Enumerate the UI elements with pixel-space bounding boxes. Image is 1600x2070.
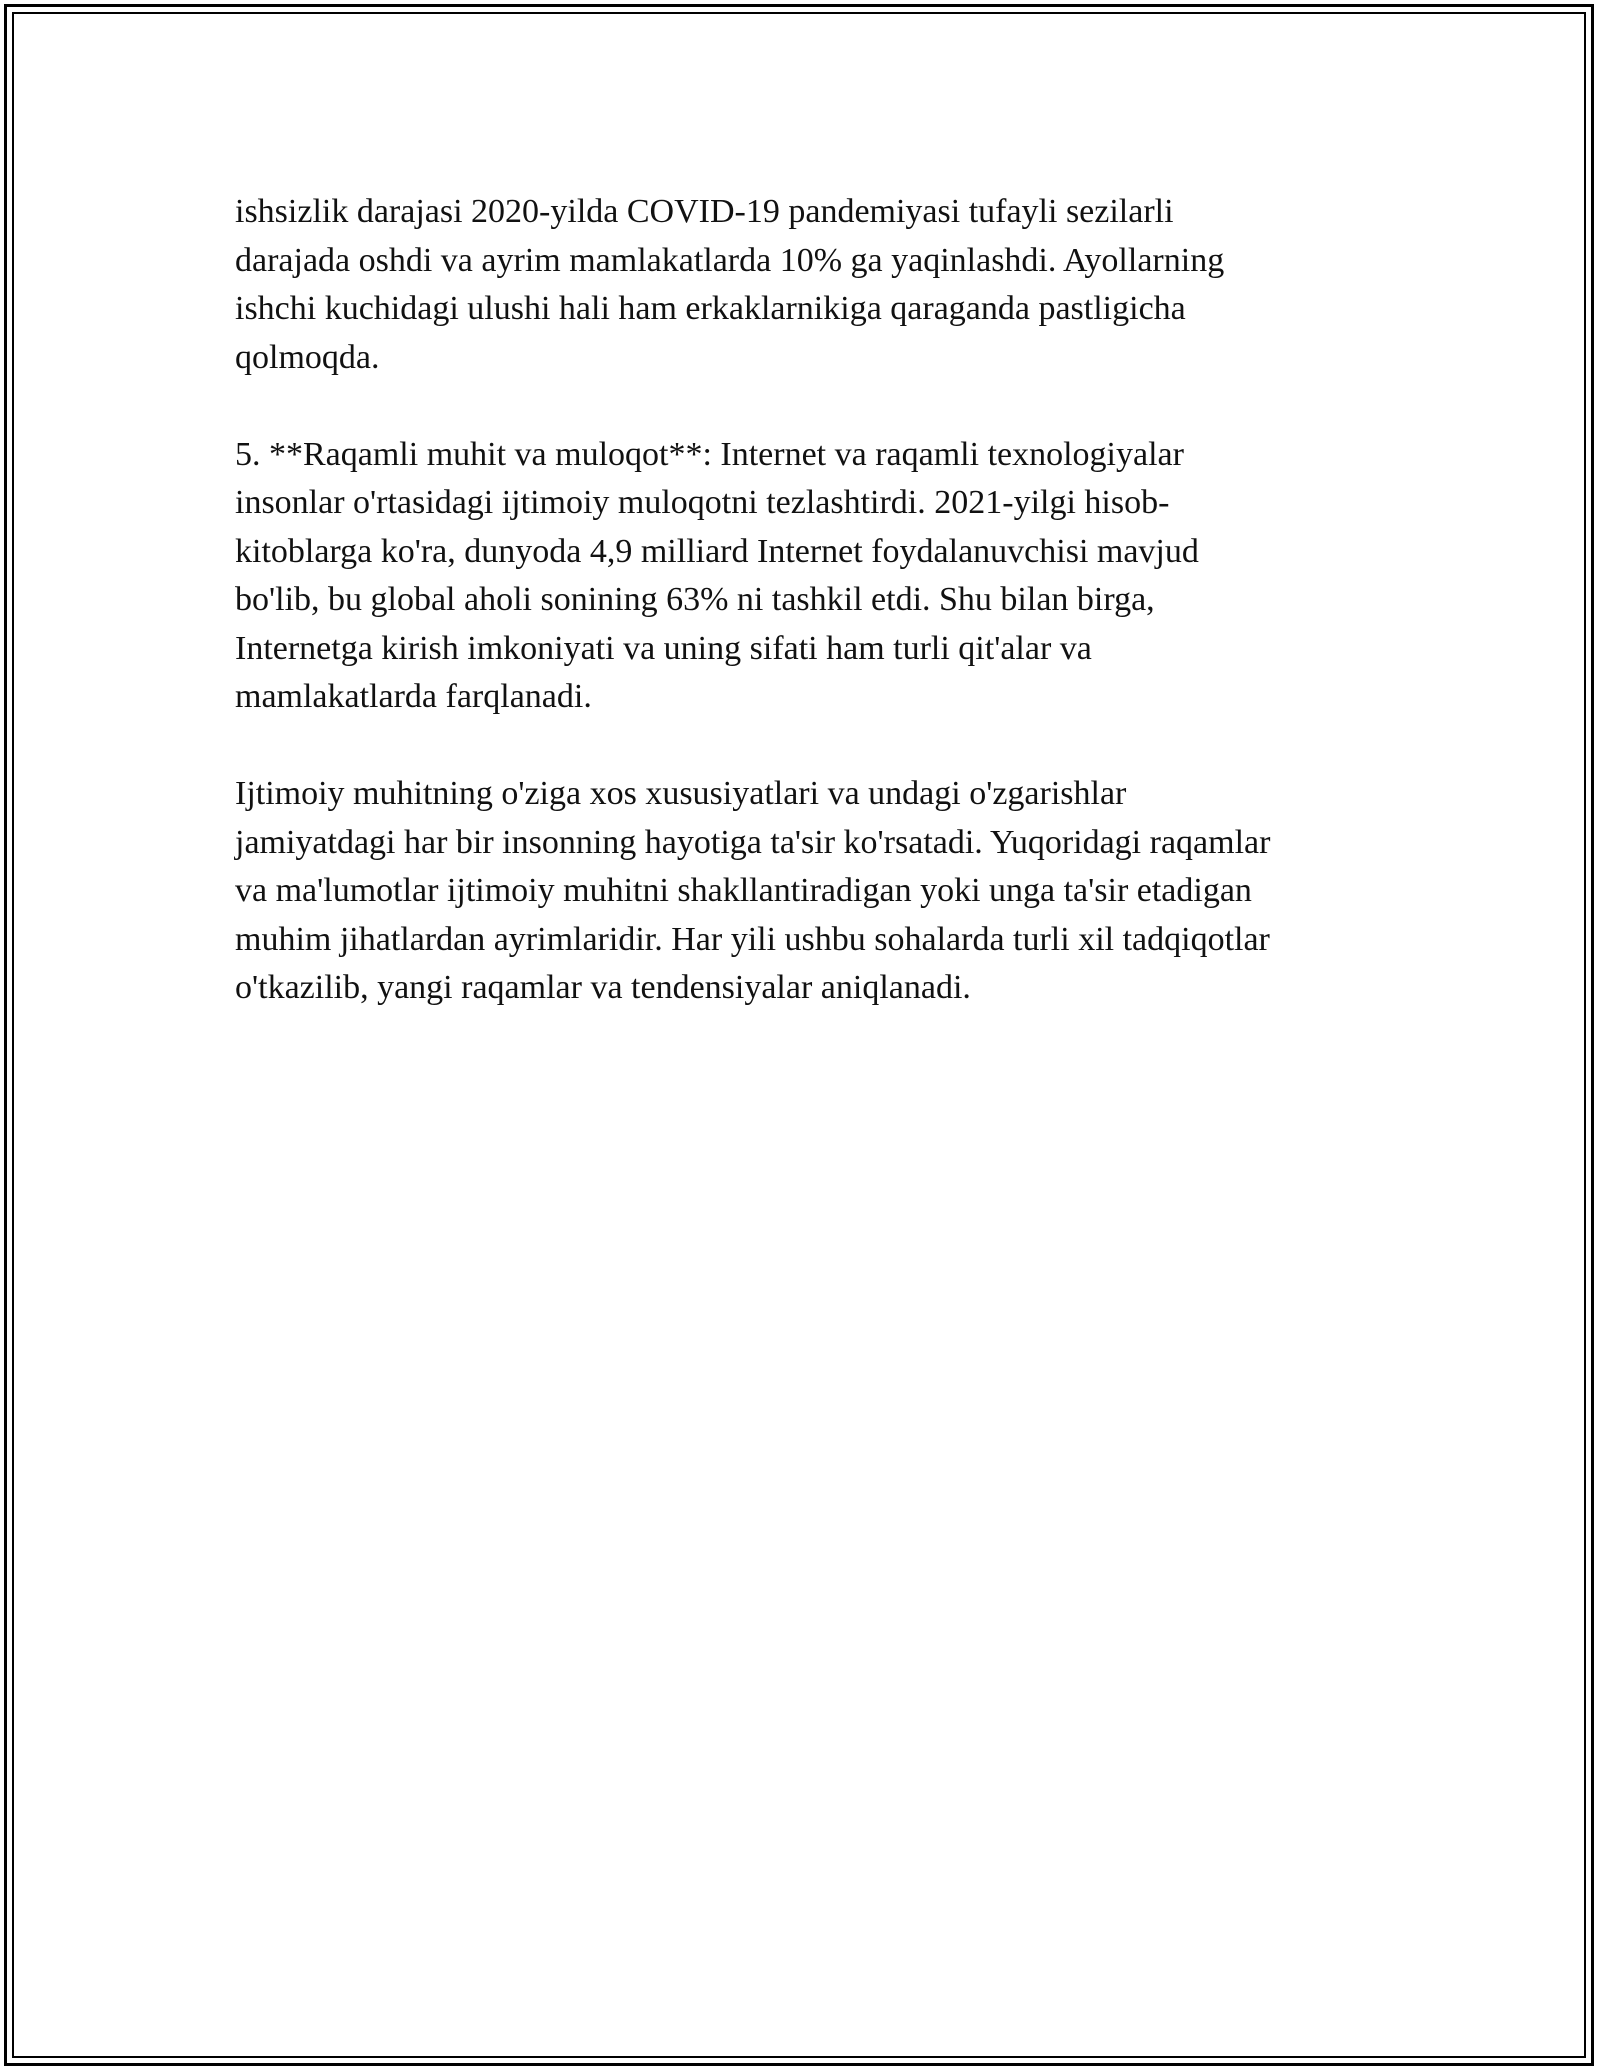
paragraph-conclusion: Ijtimoiy muhitning o'ziga xos xususiyatlari va undagi o'zgarishlar jamiyatdagi har bir insonning hayotiga ta'sir ko'rsatadi. Yuqoridagi raqamlar va ma'lumotlar ijtimoiy muhitni shakllantiradigan yoki unga ta'sir etadigan muhim jihatlardan ayrimlaridir. Har yili ushbu sohalarda turli xil tadqiqotlar o'tkazilib, yangi raqamlar va tendensiyalar aniqlanadi. — [235, 775, 1271, 1006]
paragraph-unemployment: ishsizlik darajasi 2020-yilda COVID-19 pandemiyasi tufayli sezilarli darajada oshdi va ayrim mamlakatlarda 10% ga yaqinlashdi. Ayollarning ishchi kuchidagi ulushi hali ham erkaklarnikiga qaraganda pastligicha qolmoqda. — [235, 193, 1225, 376]
paragraph-digital-environment: 5. **Raqamli muhit va muloqot**: Internet va raqamli texnologiyalar insonlar o'rtasidagi ijtimoiy muloqotni tezlashtirdi. 2021-yilgi hisob- kitoblarga ko'ra, dunyoda 4,9 milliard Internet foydalanuvchisi mavjud bo'lib, bu global aholi sonining 63% ni tashkil etdi. Shu bilan birga, Internetga kirish imkoniyati va uning sifati ham turli qit'alar va mamlakatlarda farqlanadi. — [235, 435, 1199, 715]
document-body — [235, 188, 1375, 1061]
